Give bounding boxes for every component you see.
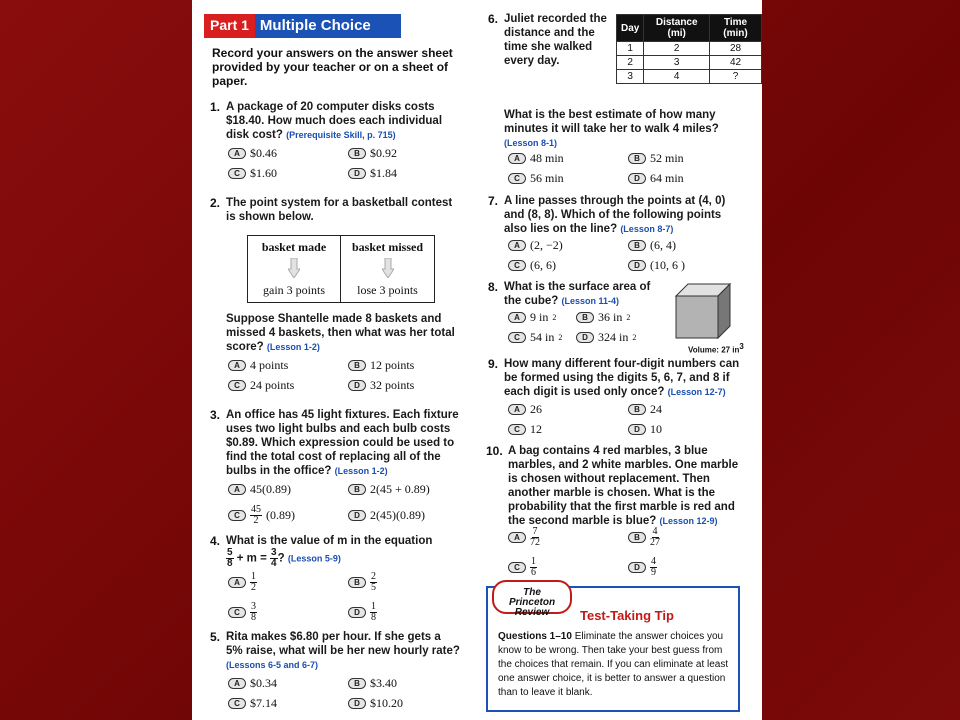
answer-bubble[interactable]: D (348, 510, 366, 521)
answer-bubble[interactable]: A (228, 678, 246, 689)
question-number: 7. (488, 194, 499, 208)
choice-d[interactable]: D 2(45)(0.89) (348, 504, 468, 526)
choice-b[interactable]: B (6, 4) (628, 238, 748, 252)
choice-c[interactable]: C $7.14 (228, 696, 348, 710)
question-text: Juliet recorded the distance and the time she walked every day. (504, 13, 607, 67)
answer-bubble[interactable]: C (508, 260, 526, 271)
answer-bubble[interactable]: D (348, 168, 366, 179)
tip-label: Questions 1–10 (498, 631, 572, 642)
choice-d[interactable]: D (10, 6 ) (628, 258, 748, 272)
cube-volume-label: Volume: 27 in3 (688, 342, 744, 355)
answer-bubble[interactable]: A (508, 153, 526, 164)
answer-bubble[interactable]: A (228, 148, 246, 159)
question-4 (210, 534, 460, 569)
choice-d[interactable]: D $\frac{4}{9}$ (628, 556, 748, 578)
part-label: Part 1 (204, 14, 255, 38)
points-table (247, 235, 435, 303)
choice-d[interactable]: D 32 points (348, 378, 468, 392)
choice-a[interactable]: A 26 (508, 402, 628, 416)
tip-title: Test-Taking Tip (580, 608, 674, 623)
question-5 (210, 630, 460, 672)
question-10 (486, 444, 742, 528)
choice-a[interactable]: A $0.46 (228, 146, 348, 160)
question-7 (488, 194, 742, 236)
down-arrow-icon (382, 258, 394, 278)
basket-made-cell: basket made gain 3 points (261, 240, 327, 297)
choices-q3 (228, 482, 468, 526)
answer-bubble[interactable]: D (576, 332, 594, 343)
answer-bubble[interactable]: B (348, 360, 366, 371)
choices-q8 (508, 310, 666, 344)
question-number: 8. (488, 280, 499, 294)
section-title: Multiple Choice (255, 14, 401, 38)
lesson-ref: (Lesson 12-7) (667, 387, 726, 397)
lesson-ref: (Prerequisite Skill, p. 715) (286, 130, 396, 140)
answer-bubble[interactable]: B (348, 148, 366, 159)
answer-bubble[interactable]: A (508, 240, 526, 251)
choice-b[interactable]: B 36 in 2 (576, 310, 666, 324)
table-row: 2 3 42 (617, 56, 762, 70)
answer-bubble[interactable]: A (508, 532, 526, 543)
answer-bubble[interactable]: C (228, 510, 246, 521)
answer-bubble[interactable]: C (228, 168, 246, 179)
choice-d[interactable]: D $1.84 (348, 166, 468, 180)
answer-bubble[interactable]: D (628, 424, 646, 435)
question-1 (210, 100, 460, 142)
choice-a[interactable]: A 48 min (508, 151, 628, 165)
answer-bubble[interactable]: D (628, 173, 646, 184)
choice-c[interactable]: C $\frac{3}{8}$ (228, 602, 348, 622)
question-text: What is the best estimate of how many minutes it will take her to walk 4 miles? (Lesson 8-1) (504, 109, 719, 148)
question-3 (210, 408, 460, 478)
choice-b[interactable]: B $3.40 (348, 676, 468, 690)
fraction: $\frac{5}{8}$ (227, 547, 233, 569)
worksheet-page (192, 0, 762, 720)
question-2 (210, 196, 460, 224)
answer-bubble[interactable]: C (508, 173, 526, 184)
lesson-ref: (Lesson 1-2) (334, 466, 388, 476)
answer-bubble[interactable]: D (628, 260, 646, 271)
answer-bubble[interactable]: B (628, 153, 646, 164)
choice-d[interactable]: D 10 (628, 422, 748, 436)
question-number: 9. (488, 357, 499, 371)
distance-table: Day Distance (mi) Time (min) 1 2 28 2 3 42 3 4 ? (616, 14, 762, 84)
answer-bubble[interactable]: D (348, 698, 366, 709)
lesson-ref: (Lesson 12-9) (659, 516, 718, 526)
answer-bubble[interactable]: B (628, 532, 646, 543)
table-row: 3 4 ? (617, 70, 762, 84)
choice-c[interactable]: C 12 (508, 422, 628, 436)
choices-q10 (508, 526, 748, 578)
test-taking-tip (486, 586, 740, 712)
choice-d[interactable]: D $\frac{1}{8}$ (348, 602, 468, 622)
question-6 (488, 12, 608, 68)
lesson-ref: (Lessons 6-5 and 6-7) (226, 660, 319, 670)
answer-bubble[interactable]: C (508, 332, 526, 343)
answer-bubble[interactable]: A (228, 360, 246, 371)
answer-bubble[interactable]: C (228, 698, 246, 709)
choice-c[interactable]: C 24 points (228, 378, 348, 392)
choice-d[interactable]: D 64 min (628, 171, 748, 185)
basket-missed-cell: basket missed lose 3 points (340, 236, 434, 302)
answer-bubble[interactable]: C (508, 424, 526, 435)
choice-a[interactable]: A $\frac{1}{2}$ (228, 572, 348, 592)
choice-d[interactable]: D $10.20 (348, 696, 468, 710)
choice-d[interactable]: D 324 in 2 (576, 330, 666, 344)
answer-bubble[interactable]: A (508, 312, 526, 323)
answer-bubble[interactable]: C (508, 562, 526, 573)
answer-bubble[interactable]: D (348, 380, 366, 391)
choice-b[interactable]: B $0.92 (348, 146, 468, 160)
answer-bubble[interactable]: A (228, 577, 246, 588)
answer-bubble[interactable]: B (348, 678, 366, 689)
answer-bubble[interactable]: C (228, 380, 246, 391)
down-arrow-icon (288, 258, 300, 278)
choice-b[interactable]: B 2(45 + 0.89) (348, 482, 468, 496)
choice-c[interactable]: C $\frac{1}{6}$ (508, 556, 628, 578)
choice-a[interactable]: A (2, −2) (508, 238, 628, 252)
question-text: A bag contains 4 red marbles, 3 blue marbles, and 2 white marbles. One marble is chosen without replacement. Then another marble is chosen. What is the probability that the first marble is red and the second marble is blue? (Lesson 12-9) (508, 445, 739, 527)
question-text: A package of 20 computer disks costs $18.40. How much does each individual disk cost? (Prerequisite Skill, p. 715) (226, 101, 443, 141)
answer-bubble[interactable]: B (628, 240, 646, 251)
question-text: How many different four-digit numbers can be formed using the digits 5, 6, 7, and 8 if each digit is used only once? (Lesson 12-7) (504, 358, 740, 398)
choices-q9 (508, 402, 748, 436)
answer-bubble[interactable]: B (348, 577, 366, 588)
choice-b[interactable]: B 12 points (348, 358, 468, 372)
part-header (204, 14, 401, 38)
question-number: 6. (488, 12, 499, 26)
answer-bubble[interactable]: D (628, 562, 646, 573)
princeton-review-logo: The Princeton Review (492, 580, 572, 614)
tip-body: Questions 1–10 Eliminate the answer choices you know to be wrong. Then take your best guess from the choices that remain. If you can eliminate at least one answer choice, it is better to answer a question than to leave it blank. (498, 631, 729, 698)
choices-q5 (228, 676, 468, 710)
question-text: Suppose Shantelle made 8 baskets and missed 4 baskets, then what was her total score? (Lesson 1-2) (226, 313, 455, 353)
lesson-ref: (Lesson 11-4) (561, 296, 620, 306)
question-2-part-2 (210, 312, 460, 354)
question-number: 2. (210, 196, 221, 210)
choice-b[interactable]: B $\frac{4}{27}$ (628, 526, 748, 548)
table-row: 1 2 28 (617, 42, 762, 56)
question-8 (488, 280, 658, 308)
choice-a[interactable]: A 45(0.89) (228, 482, 348, 496)
answer-bubble[interactable]: B (348, 484, 366, 495)
question-9 (488, 357, 742, 399)
answer-bubble[interactable]: C (228, 607, 246, 618)
choice-c[interactable]: C $1.60 (228, 166, 348, 180)
lesson-ref: (Lesson 1-2) (266, 342, 320, 352)
lesson-ref: (Lesson 5-9) (287, 553, 341, 564)
choice-a[interactable]: A 9 in 2 (508, 310, 576, 324)
question-text: An office has 45 light fixtures. Each fixture uses two light bulbs and each bulb costs $0.89. Which expression could be used to find the total cost of replacing all of the bulbs in the office? (Lesson 1-2) (226, 409, 459, 477)
question-number: 3. (210, 408, 221, 422)
choices-q4 (228, 572, 468, 622)
choice-c[interactable]: C 54 in 2 (508, 330, 576, 344)
choice-b[interactable]: B 52 min (628, 151, 748, 165)
choice-a[interactable]: A $0.34 (228, 676, 348, 690)
question-number: 10. (486, 444, 503, 458)
choices-q6 (508, 151, 748, 185)
answer-bubble[interactable]: B (628, 404, 646, 415)
question-text: Rita makes $6.80 per hour. If she gets a 5% raise, what will be her new hourly rate? (Lessons 6-5 and 6-7) (226, 631, 460, 670)
question-text: A line passes through the points at (4, 0) and (8, 8). Which of the following points also lies on the line? (Lesson 8-7) (504, 195, 726, 235)
choice-a[interactable]: A 4 points (228, 358, 348, 372)
question-text: What is the value of m in the equation $\frac{5}{8}$ + m = $\frac{3}{4}$ ? (Lesson 5-9) (226, 535, 433, 569)
answer-bubble[interactable]: A (228, 484, 246, 495)
answer-bubble[interactable]: D (348, 607, 366, 618)
choice-c[interactable]: C $\frac{45}{2}$ (0.89) (228, 504, 348, 526)
choice-c[interactable]: C 56 min (508, 171, 628, 185)
answer-bubble[interactable]: B (576, 312, 594, 323)
question-6-part-2 (488, 108, 738, 150)
choice-b[interactable]: B $\frac{2}{5}$ (348, 572, 468, 592)
question-text: What is the surface area of the cube? (Lesson 11-4) (504, 281, 651, 307)
instructions: Record your answers on the answer sheet provided by your teacher or on a sheet of paper. (212, 46, 453, 88)
question-text: The point system for a basketball contest is shown below. (226, 197, 453, 223)
choices-q7 (508, 238, 748, 272)
choices-q1 (228, 146, 468, 180)
fraction: $\frac{45}{2}$ (251, 503, 261, 526)
question-number: 5. (210, 630, 221, 644)
answer-bubble[interactable]: A (508, 404, 526, 415)
cube-figure (674, 282, 734, 340)
choice-b[interactable]: B 24 (628, 402, 748, 416)
question-number: 4. (210, 534, 221, 548)
lesson-ref: (Lesson 8-1) (504, 138, 558, 148)
question-number: 1. (210, 100, 221, 114)
lesson-ref: (Lesson 8-7) (620, 224, 674, 234)
choices-q2 (228, 358, 468, 392)
choice-c[interactable]: C (6, 6) (508, 258, 628, 272)
choice-a[interactable]: A $\frac{7}{72}$ (508, 526, 628, 548)
fraction: $\frac{3}{4}$ (271, 547, 277, 569)
